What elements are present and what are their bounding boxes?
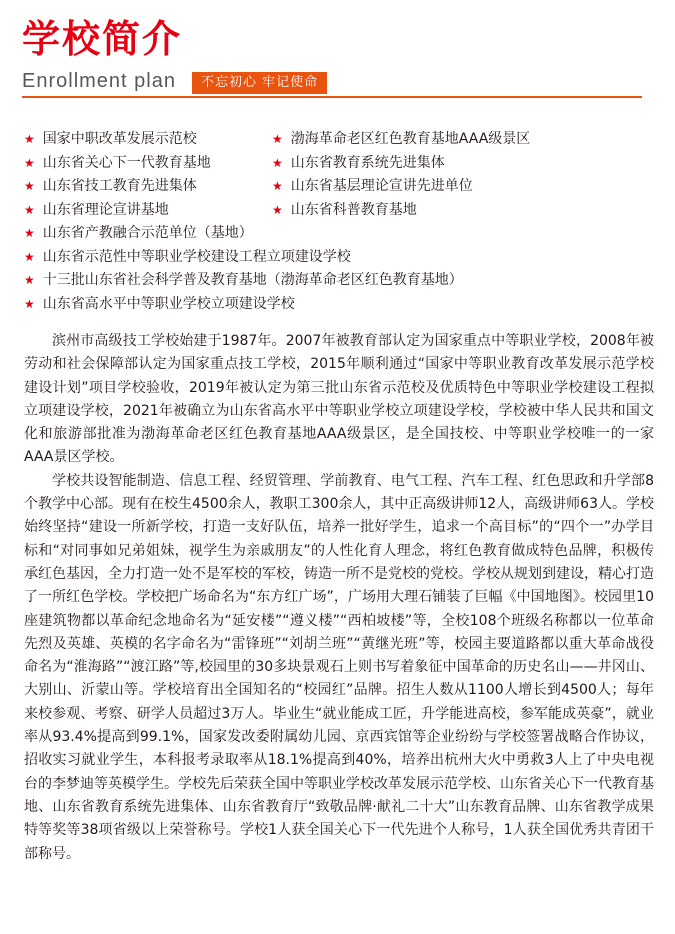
honor-item (24, 293, 295, 317)
honor-text: 山东省高水平中等职业学校立项建设学校 (42, 295, 295, 312)
star-icon: ★ (24, 179, 35, 193)
intro-paragraph: 滨州市高级技工学校始建于1987年。2007年被教育部认定为国家重点中等职业学校，2008年被劳动和社会保障部认定为国家重点技工学校，2015年顺利通过“国家中等职业教育改革发展示范学校建设计划”项目学校验收，2019年被认定为第三批山东省示范校及优质特色中等职业学校建设工程拟立项建设学校，2021年被确立为山东省高水平中等职业学校立项建设学校，学校被中华人民共和国文化和旅游部批准为渤海革命老区红色教育基地AAA级景区，是全国技校、中等职业学校唯一的一家AAA景区学校。 (24, 333, 654, 466)
honor-item (24, 175, 272, 199)
honor-text: 十三批山东省社会科学普及教育基地（渤海革命老区红色教育基地） (42, 272, 463, 288)
honor-text: 渤海革命老区红色教育基地AAA级景区 (290, 131, 531, 147)
intro-paragraph: 学校共设智能制造、信息工程、经贸管理、学前教育、电气工程、汽车工程、红色思政和升学部8个教学中心部。现有在校生4500余人，教职工300余人，其中正高级讲师12人，高级讲师63人。学校始终坚持“建设一所新学校，打造一支好队伍，培养一批好学生，追求一个高目标”的“四个一”办学目标和“对同事如兄弟姐妹，视学生为亲戚朋友”的人性化育人理念，将红色教育做成特色品牌，积极传承红色基因，全力打造一处不是军校的军校，铸造一所不是党校的党校。学校从规划到建设，精心打造了一所红色学校。学校把广场命名为“东方红广场”，广场用大理石铺装了巨幅《中国地图》。校园里10座建筑物都以革命纪念地命名为“延安楼”“遵义楼”“西柏坡楼”等，全校108个班级名称都以一位革命先烈及英雄、英模的名字命名为“雷锋班”“刘胡兰班”“黄继光班”等，校园主要道路都以重大革命战役命名为“淮海路”“渡江路”等,校园里的30多块景观石上则书写着象征中国革命的历史名山——井冈山、大别山、沂蒙山等。学校培育出全国知名的“校园红”品牌。招生人数从1100人增长到4500人；每年来校参观、考察、研学人员超过3万人。毕业生“就业能成工匠，升学能进高校，参军能成英豪”，就业率从93.4%提高到99.1%，国家发改委附属幼儿园、京西宾馆等企业纷纷与学校签署战略合作协议，招收实习就业学生，本科报考录取率从18.1%提高到40%，培养出杭州大火中勇救3人上了中央电视台的李梦迪等英模学生。学校先后荣获全国中等职业学校改革发展示范学校、山东省关心下一代教育基地、山东省教育系统先进集体、山东省教育厅“致敬品牌·献礼二十大”山东教育品牌、山东省教学成果特等奖等38项省级以上荣誉称号。学校1人获全国关心下一代先进个人称号，1人获全国优秀共青团干部称号。 (24, 472, 654, 862)
honor-text: 山东省关心下一代教育基地 (42, 154, 211, 171)
star-icon: ★ (272, 179, 283, 193)
star-icon: ★ (24, 226, 35, 240)
star-icon: ★ (24, 273, 35, 287)
honor-text: 山东省科普教育基地 (290, 201, 417, 218)
star-icon: ★ (24, 202, 35, 217)
star-icon: ★ (272, 155, 283, 170)
honor-row (24, 175, 654, 199)
honor-item (24, 152, 272, 176)
page-title: 学校简介 (22, 17, 183, 61)
honor-text: 山东省产教融合示范单位（基地） (42, 225, 253, 241)
honor-row (24, 199, 654, 223)
star-icon: ★ (272, 202, 283, 217)
honor-item (272, 128, 530, 152)
honor-item (24, 269, 463, 293)
honor-text: 山东省基层理论宣讲先进单位 (290, 178, 473, 194)
honor-item (24, 222, 253, 246)
star-icon: ★ (272, 132, 283, 146)
honor-text: 山东省教育系统先进集体 (290, 154, 445, 171)
honor-text: 山东省示范性中等职业学校建设工程立项建设学校 (42, 248, 351, 265)
honor-item (24, 128, 272, 152)
honor-row (24, 293, 654, 317)
honor-row (24, 222, 654, 246)
honor-item (272, 199, 417, 223)
star-icon: ★ (24, 155, 35, 170)
honor-item (24, 199, 272, 223)
header-divider (22, 96, 642, 98)
honor-item (272, 152, 445, 176)
star-icon: ★ (24, 296, 35, 311)
honor-text: 国家中职改革发展示范校 (42, 131, 197, 147)
honor-row (24, 152, 654, 176)
honor-row (24, 269, 654, 293)
honor-row (24, 128, 654, 152)
honor-text: 山东省理论宣讲基地 (42, 201, 169, 218)
star-icon: ★ (24, 249, 35, 264)
english-subtitle: Enrollment plan (22, 70, 176, 92)
honor-item (272, 175, 473, 199)
honor-text: 山东省技工教育先进集体 (42, 178, 197, 194)
intro-body (24, 330, 654, 866)
honors-list (24, 128, 654, 316)
star-icon: ★ (24, 132, 35, 146)
slogan-badge: 不忘初心 牢记使命 (192, 72, 327, 94)
honor-item (24, 246, 351, 270)
honor-row (24, 246, 654, 270)
